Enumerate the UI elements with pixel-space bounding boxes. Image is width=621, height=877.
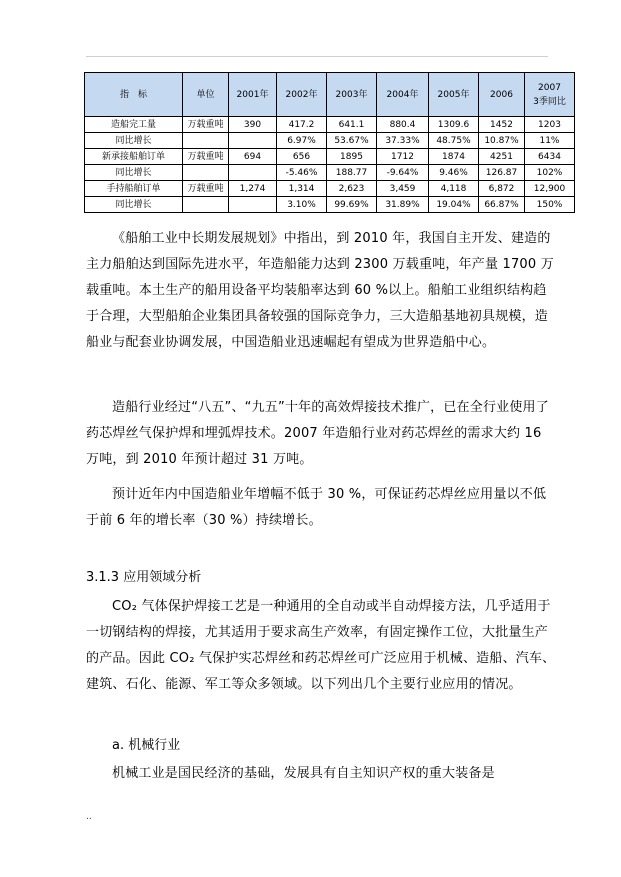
table-cell (229, 165, 277, 181)
table-row-label: 造船完工量 (85, 117, 183, 133)
table-cell: 万载重吨 (183, 149, 229, 165)
table-cell: 150% (525, 197, 575, 213)
table-cell (183, 197, 229, 213)
table-row-label: 同比增长 (85, 133, 183, 149)
footer-mark: .. (86, 812, 92, 822)
table-header-cell: 2003年 (327, 73, 377, 117)
table-row (85, 149, 575, 165)
table-cell (229, 197, 277, 213)
table-cell: 1309.6 (429, 117, 479, 133)
table-cell: -9.64% (377, 165, 429, 181)
table-cell (229, 133, 277, 149)
table-header-cell: 2002年 (277, 73, 327, 117)
table-header-cell: 2004年 (377, 73, 429, 117)
table-body (85, 117, 575, 213)
table-row (85, 197, 575, 213)
table-cell: 53.67% (327, 133, 377, 149)
table-cell: 1895 (327, 149, 377, 165)
table-cell: 6.97% (277, 133, 327, 149)
table-row (85, 117, 575, 133)
table-cell (183, 165, 229, 181)
table-cell: 3,459 (377, 181, 429, 197)
table-header-row (85, 73, 575, 117)
table-cell: 417.2 (277, 117, 327, 133)
table-cell: 1,274 (229, 181, 277, 197)
table-header-cell: 2006 (479, 73, 525, 117)
paragraph-machinery: 机械工业是国民经济的基础，发展具有自主知识产权的重大装备是 (112, 766, 495, 781)
paragraph-welding: 造船行业经过“八五”、“九五”十年的高效焊接技术推广，已在全行业使用了药芯焊丝气保护焊和埋弧焊技术。2007 年造船行业对药芯焊丝的需求大约 16 万吨，到 2010 年预计超过 31 万吨。 (86, 400, 549, 467)
table-cell: 37.33% (377, 133, 429, 149)
table-header-cell: 2007 3季同比 (525, 73, 575, 117)
table-header-cell: 2001年 (229, 73, 277, 117)
paragraph-forecast: 预计近年内中国造船业年增幅不低于 30 %，可保证药芯焊丝应用量以不低于前 6 年的增长率（30 %）持续增长。 (86, 487, 547, 528)
table-cell: 1,314 (277, 181, 327, 197)
table-cell: 1452 (479, 117, 525, 133)
table-cell: 2,623 (327, 181, 377, 197)
table-cell: 641.1 (327, 117, 377, 133)
table-cell: 6,872 (479, 181, 525, 197)
table-cell: 102% (525, 165, 575, 181)
table-cell: 1203 (525, 117, 575, 133)
table-cell: 31.89% (377, 197, 429, 213)
table-cell: 3.10% (277, 197, 327, 213)
table-cell: 390 (229, 117, 277, 133)
table-row (85, 165, 575, 181)
table-header-cell: 单位 (183, 73, 229, 117)
table-cell: 万载重吨 (183, 181, 229, 197)
subheading-machinery: a. 机械行业 (112, 738, 181, 753)
table-cell: 12,900 (525, 181, 575, 197)
table-cell: 66.87% (479, 197, 525, 213)
table-row (85, 181, 575, 197)
table-header-cell: 指 标 (85, 73, 183, 117)
table-cell: 694 (229, 149, 277, 165)
table-cell: 10.87% (479, 133, 525, 149)
table-row-label: 同比增长 (85, 165, 183, 181)
table-cell: -5.46% (277, 165, 327, 181)
table-row-label: 新承接船舶订单 (85, 149, 183, 165)
table-cell (183, 133, 229, 149)
section-heading: 3.1.3 应用领域分析 (86, 570, 202, 585)
table-row-label: 同比增长 (85, 197, 183, 213)
table-cell: 6434 (525, 149, 575, 165)
table-header-cell: 2005年 (429, 73, 479, 117)
table-cell: 880.4 (377, 117, 429, 133)
table-cell: 188.77 (327, 165, 377, 181)
table-row-label: 手持船舶订单 (85, 181, 183, 197)
table-cell: 1874 (429, 149, 479, 165)
table-cell: 9.46% (429, 165, 479, 181)
table-cell: 11% (525, 133, 575, 149)
table-cell: 19.04% (429, 197, 479, 213)
table-cell: 99.69% (327, 197, 377, 213)
table-cell: 4,118 (429, 181, 479, 197)
table-cell: 1712 (377, 149, 429, 165)
table-cell: 4251 (479, 149, 525, 165)
table-cell: 万载重吨 (183, 117, 229, 133)
table-cell: 48.75% (429, 133, 479, 149)
table-cell: 126.87 (479, 165, 525, 181)
table-cell: 656 (277, 149, 327, 165)
header-rule (86, 56, 548, 57)
table-row (85, 133, 575, 149)
paragraph-co2: CO₂ 气体保护焊接工艺是一种通用的全自动或半自动焊接方法，几乎适用于一切钢结构的焊接，尤其适用于要求高生产效率，有固定操作工位，大批量生产的产品。因此 CO₂ 气保护实芯焊丝和药芯焊丝可广泛应用于机械、造船、汽车、建筑、石化、能源、军工等众多领域。以下列出几个主要行业应用的情况。 (86, 599, 556, 692)
shipbuilding-stats-table (84, 72, 575, 213)
paragraph-plan: 《船舶工业中长期发展规划》中指出，到 2010 年，我国自主开发、建造的主力船舶达到国际先进水平，年造船能力达到 2300 万载重吨，年产量 1700 万载重吨。本土生产的船用设备平均装船率达到 60 %以上。船舶工业组织结构趋于合理，大型船舶企业集团具备较强的国际竞争力，三大造船基地初具规模，造船业与配套业协调发展，中国造船业迅速崛起有望成为世界造船中心。 (86, 231, 554, 350)
